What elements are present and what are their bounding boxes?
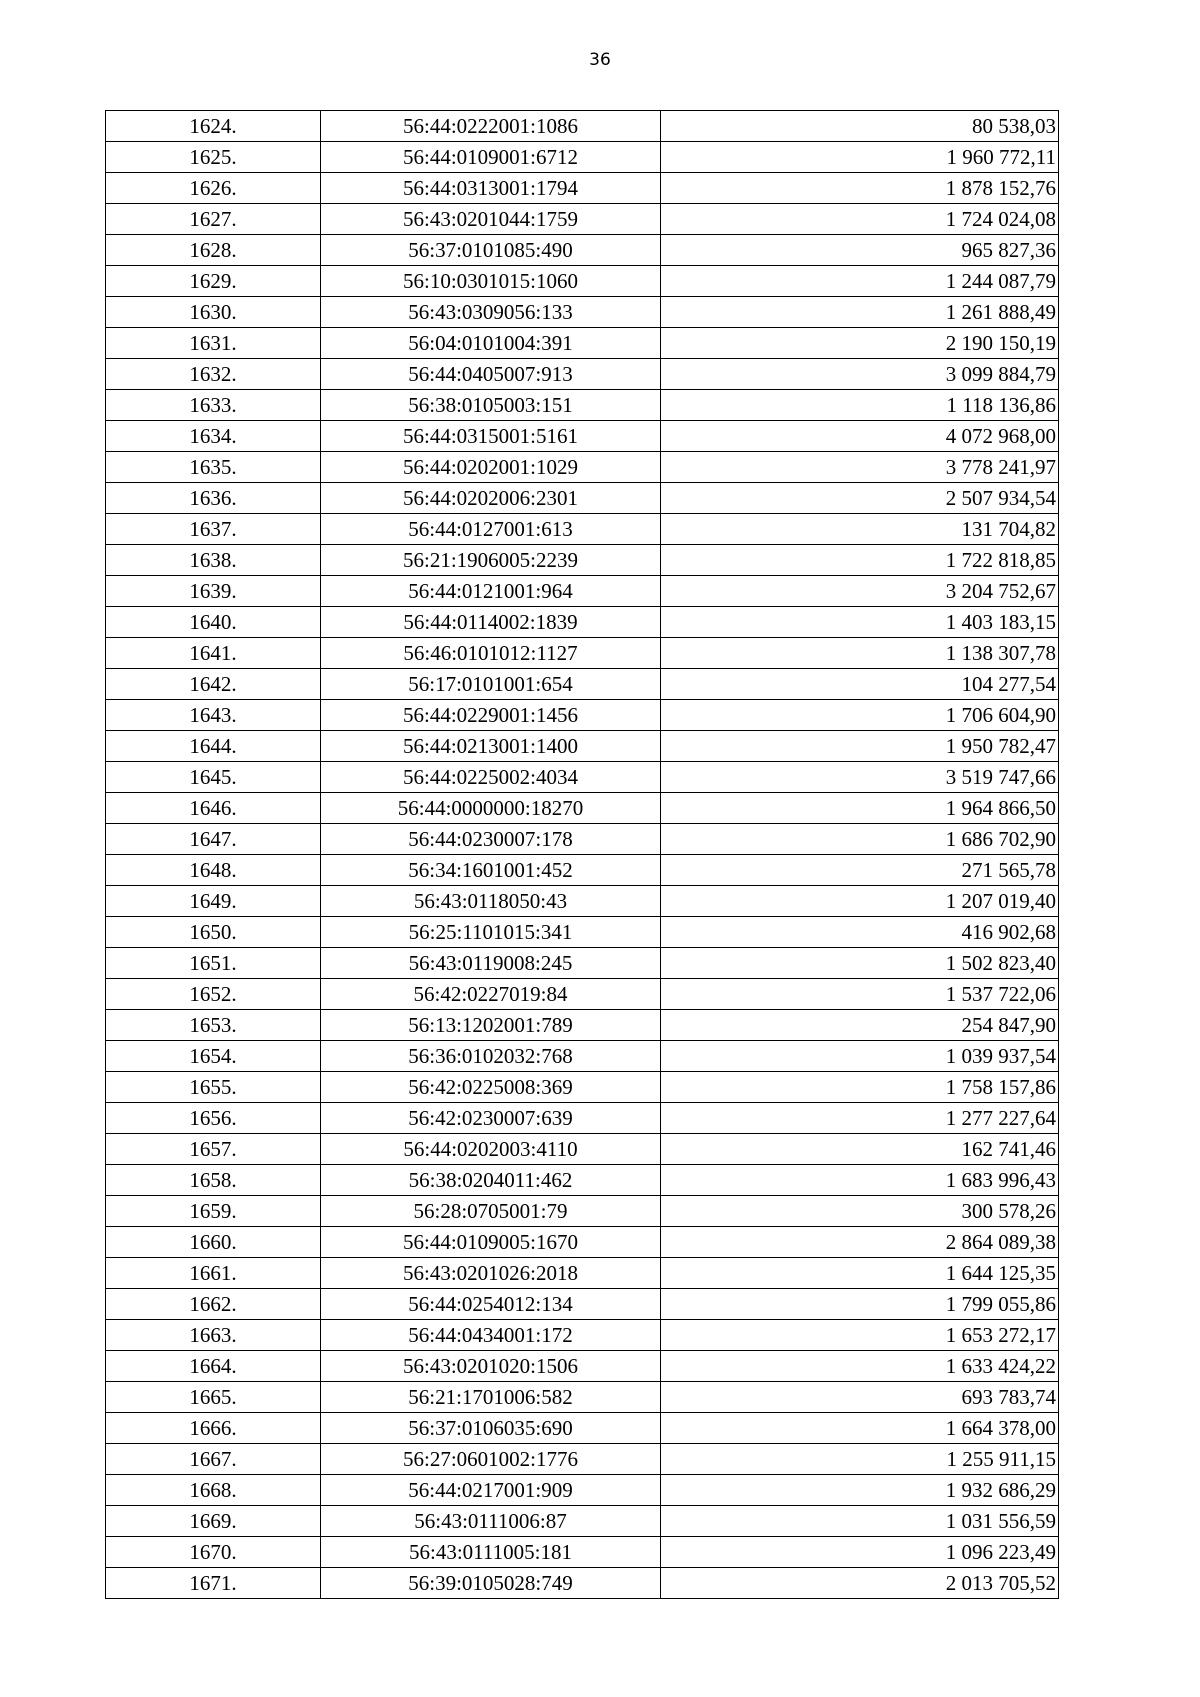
table-row (106, 452, 1059, 483)
cadastral-value-cell: 3 099 884,79 (661, 359, 1059, 390)
table-row (106, 576, 1059, 607)
cadastral-value-cell: 416 902,68 (661, 917, 1059, 948)
row-number-cell: 1640. (106, 607, 321, 638)
cadastral-number-cell: 56:44:0000000:18270 (321, 793, 661, 824)
cadastral-value-cell: 2 013 705,52 (661, 1568, 1059, 1599)
cadastral-number-cell: 56:44:0254012:134 (321, 1289, 661, 1320)
cadastral-value-cell: 1 724 024,08 (661, 204, 1059, 235)
cadastral-number-cell: 56:39:0105028:749 (321, 1568, 661, 1599)
table-row (106, 173, 1059, 204)
table-row (106, 607, 1059, 638)
table-row (106, 638, 1059, 669)
row-number-cell: 1670. (106, 1537, 321, 1568)
row-number-cell: 1635. (106, 452, 321, 483)
cadastral-value-cell: 1 537 722,06 (661, 979, 1059, 1010)
table-row (106, 1320, 1059, 1351)
cadastral-number-cell: 56:44:0202001:1029 (321, 452, 661, 483)
row-number-cell: 1626. (106, 173, 321, 204)
table-row (106, 1413, 1059, 1444)
cadastral-value-cell: 271 565,78 (661, 855, 1059, 886)
cadastral-value-cell: 1 633 424,22 (661, 1351, 1059, 1382)
row-number-cell: 1667. (106, 1444, 321, 1475)
row-number-cell: 1637. (106, 514, 321, 545)
row-number-cell: 1633. (106, 390, 321, 421)
cadastral-number-cell: 56:44:0405007:913 (321, 359, 661, 390)
row-number-cell: 1647. (106, 824, 321, 855)
table-row (106, 111, 1059, 142)
row-number-cell: 1624. (106, 111, 321, 142)
table-row (106, 669, 1059, 700)
row-number-cell: 1671. (106, 1568, 321, 1599)
cadastral-number-cell: 56:04:0101004:391 (321, 328, 661, 359)
table-row (106, 917, 1059, 948)
table-row (106, 390, 1059, 421)
cadastral-number-cell: 56:46:0101012:1127 (321, 638, 661, 669)
cadastral-number-cell: 56:44:0217001:909 (321, 1475, 661, 1506)
cadastral-number-cell: 56:36:0102032:768 (321, 1041, 661, 1072)
table-row (106, 793, 1059, 824)
cadastral-value-cell: 3 204 752,67 (661, 576, 1059, 607)
row-number-cell: 1644. (106, 731, 321, 762)
cadastral-number-cell: 56:13:1202001:789 (321, 1010, 661, 1041)
cadastral-value-cell: 1 244 087,79 (661, 266, 1059, 297)
cadastral-number-cell: 56:43:0201020:1506 (321, 1351, 661, 1382)
table-row (106, 1475, 1059, 1506)
cadastral-value-cell: 1 950 782,47 (661, 731, 1059, 762)
cadastral-number-cell: 56:27:0601002:1776 (321, 1444, 661, 1475)
cadastral-value-cell: 1 207 019,40 (661, 886, 1059, 917)
cadastral-value-cell: 1 255 911,15 (661, 1444, 1059, 1475)
table-row (106, 700, 1059, 731)
cadastral-value-cell: 2 507 934,54 (661, 483, 1059, 514)
cadastral-value-cell: 1 758 157,86 (661, 1072, 1059, 1103)
cadastral-number-cell: 56:43:0119008:245 (321, 948, 661, 979)
cadastral-value-cell: 1 039 937,54 (661, 1041, 1059, 1072)
cadastral-value-cell: 3 778 241,97 (661, 452, 1059, 483)
row-number-cell: 1634. (106, 421, 321, 452)
cadastral-number-cell: 56:28:0705001:79 (321, 1196, 661, 1227)
cadastral-value-cell: 1 644 125,35 (661, 1258, 1059, 1289)
cadastral-number-cell: 56:44:0229001:1456 (321, 700, 661, 731)
row-number-cell: 1666. (106, 1413, 321, 1444)
table-row (106, 1258, 1059, 1289)
cadastral-value-cell: 1 502 823,40 (661, 948, 1059, 979)
page-number: 36 (589, 50, 611, 70)
table-row (106, 204, 1059, 235)
cadastral-value-cell: 300 578,26 (661, 1196, 1059, 1227)
cadastral-number-cell: 56:44:0114002:1839 (321, 607, 661, 638)
row-number-cell: 1638. (106, 545, 321, 576)
cadastral-value-cell: 965 827,36 (661, 235, 1059, 266)
cadastral-value-cell: 1 653 272,17 (661, 1320, 1059, 1351)
table-row (106, 328, 1059, 359)
cadastral-number-cell: 56:38:0204011:462 (321, 1165, 661, 1196)
cadastral-number-cell: 56:44:0313001:1794 (321, 173, 661, 204)
cadastral-value-cell: 104 277,54 (661, 669, 1059, 700)
row-number-cell: 1649. (106, 886, 321, 917)
cadastral-value-cell: 1 799 055,86 (661, 1289, 1059, 1320)
cadastral-number-cell: 56:44:0109005:1670 (321, 1227, 661, 1258)
cadastral-number-cell: 56:44:0202006:2301 (321, 483, 661, 514)
cadastral-number-cell: 56:44:0222001:1086 (321, 111, 661, 142)
row-number-cell: 1669. (106, 1506, 321, 1537)
table-row (106, 1165, 1059, 1196)
row-number-cell: 1655. (106, 1072, 321, 1103)
table-row (106, 1227, 1059, 1258)
table-row (106, 142, 1059, 173)
row-number-cell: 1664. (106, 1351, 321, 1382)
cadastral-value-cell: 4 072 968,00 (661, 421, 1059, 452)
cadastral-value-cell: 1 683 996,43 (661, 1165, 1059, 1196)
row-number-cell: 1657. (106, 1134, 321, 1165)
row-number-cell: 1639. (106, 576, 321, 607)
row-number-cell: 1659. (106, 1196, 321, 1227)
row-number-cell: 1628. (106, 235, 321, 266)
cadastral-number-cell: 56:42:0225008:369 (321, 1072, 661, 1103)
cadastral-number-cell: 56:37:0106035:690 (321, 1413, 661, 1444)
table-row (106, 1568, 1059, 1599)
cadastral-number-cell: 56:43:0118050:43 (321, 886, 661, 917)
row-number-cell: 1665. (106, 1382, 321, 1413)
cadastral-number-cell: 56:17:0101001:654 (321, 669, 661, 700)
table-row (106, 421, 1059, 452)
table-row (106, 979, 1059, 1010)
cadastral-number-cell: 56:21:1701006:582 (321, 1382, 661, 1413)
table-row (106, 1041, 1059, 1072)
row-number-cell: 1643. (106, 700, 321, 731)
table-row (106, 1289, 1059, 1320)
table-row (106, 824, 1059, 855)
table-row (106, 762, 1059, 793)
cadastral-number-cell: 56:44:0121001:964 (321, 576, 661, 607)
table-row (106, 886, 1059, 917)
row-number-cell: 1658. (106, 1165, 321, 1196)
row-number-cell: 1636. (106, 483, 321, 514)
row-number-cell: 1648. (106, 855, 321, 886)
table-row (106, 297, 1059, 328)
cadastral-number-cell: 56:43:0201026:2018 (321, 1258, 661, 1289)
cadastral-number-cell: 56:44:0434001:172 (321, 1320, 661, 1351)
cadastral-value-cell: 693 783,74 (661, 1382, 1059, 1413)
row-number-cell: 1632. (106, 359, 321, 390)
row-number-cell: 1651. (106, 948, 321, 979)
cadastral-value-cell: 1 932 686,29 (661, 1475, 1059, 1506)
table-row (106, 1382, 1059, 1413)
row-number-cell: 1652. (106, 979, 321, 1010)
table-row (106, 1444, 1059, 1475)
cadastral-number-cell: 56:34:1601001:452 (321, 855, 661, 886)
table-row (106, 1103, 1059, 1134)
table-row (106, 359, 1059, 390)
cadastral-value-cell: 254 847,90 (661, 1010, 1059, 1041)
cadastral-value-cell: 3 519 747,66 (661, 762, 1059, 793)
cadastral-number-cell: 56:43:0309056:133 (321, 297, 661, 328)
row-number-cell: 1662. (106, 1289, 321, 1320)
row-number-cell: 1654. (106, 1041, 321, 1072)
row-number-cell: 1661. (106, 1258, 321, 1289)
table-row (106, 1134, 1059, 1165)
cadastral-value-cell: 2 190 150,19 (661, 328, 1059, 359)
cadastral-number-cell: 56:37:0101085:490 (321, 235, 661, 266)
cadastral-value-table (105, 110, 1059, 1599)
row-number-cell: 1631. (106, 328, 321, 359)
cadastral-number-cell: 56:44:0127001:613 (321, 514, 661, 545)
cadastral-number-cell: 56:10:0301015:1060 (321, 266, 661, 297)
row-number-cell: 1641. (106, 638, 321, 669)
cadastral-number-cell: 56:44:0315001:5161 (321, 421, 661, 452)
cadastral-number-cell: 56:42:0230007:639 (321, 1103, 661, 1134)
cadastral-number-cell: 56:44:0230007:178 (321, 824, 661, 855)
table-row (106, 1506, 1059, 1537)
row-number-cell: 1629. (106, 266, 321, 297)
table-row (106, 948, 1059, 979)
cadastral-value-cell: 1 031 556,59 (661, 1506, 1059, 1537)
cadastral-value-cell: 131 704,82 (661, 514, 1059, 545)
row-number-cell: 1668. (106, 1475, 321, 1506)
cadastral-value-cell: 2 864 089,38 (661, 1227, 1059, 1258)
row-number-cell: 1656. (106, 1103, 321, 1134)
table-row (106, 855, 1059, 886)
row-number-cell: 1627. (106, 204, 321, 235)
cadastral-number-cell: 56:44:0202003:4110 (321, 1134, 661, 1165)
cadastral-number-cell: 56:44:0213001:1400 (321, 731, 661, 762)
cadastral-value-cell: 1 878 152,76 (661, 173, 1059, 204)
cadastral-number-cell: 56:43:0111005:181 (321, 1537, 661, 1568)
table-body (106, 111, 1059, 1599)
row-number-cell: 1660. (106, 1227, 321, 1258)
table-row (106, 1537, 1059, 1568)
cadastral-value-cell: 1 686 702,90 (661, 824, 1059, 855)
row-number-cell: 1645. (106, 762, 321, 793)
cadastral-value-cell: 1 960 772,11 (661, 142, 1059, 173)
cadastral-number-cell: 56:43:0201044:1759 (321, 204, 661, 235)
cadastral-value-cell: 80 538,03 (661, 111, 1059, 142)
table-row (106, 514, 1059, 545)
table-row (106, 731, 1059, 762)
cadastral-value-cell: 1 722 818,85 (661, 545, 1059, 576)
cadastral-number-cell: 56:25:1101015:341 (321, 917, 661, 948)
cadastral-number-cell: 56:43:0111006:87 (321, 1506, 661, 1537)
cadastral-value-cell: 1 706 604,90 (661, 700, 1059, 731)
cadastral-number-cell: 56:21:1906005:2239 (321, 545, 661, 576)
table-row (106, 235, 1059, 266)
table-row (106, 1010, 1059, 1041)
cadastral-value-cell: 1 261 888,49 (661, 297, 1059, 328)
cadastral-value-cell: 1 096 223,49 (661, 1537, 1059, 1568)
cadastral-value-cell: 1 664 378,00 (661, 1413, 1059, 1444)
cadastral-number-cell: 56:44:0109001:6712 (321, 142, 661, 173)
row-number-cell: 1650. (106, 917, 321, 948)
table-row (106, 1072, 1059, 1103)
row-number-cell: 1653. (106, 1010, 321, 1041)
cadastral-number-cell: 56:44:0225002:4034 (321, 762, 661, 793)
table-row (106, 483, 1059, 514)
cadastral-number-cell: 56:38:0105003:151 (321, 390, 661, 421)
cadastral-value-cell: 1 964 866,50 (661, 793, 1059, 824)
table-row (106, 1351, 1059, 1382)
row-number-cell: 1630. (106, 297, 321, 328)
cadastral-value-cell: 162 741,46 (661, 1134, 1059, 1165)
table-row (106, 1196, 1059, 1227)
table-row (106, 545, 1059, 576)
cadastral-value-cell: 1 277 227,64 (661, 1103, 1059, 1134)
cadastral-value-cell: 1 138 307,78 (661, 638, 1059, 669)
row-number-cell: 1663. (106, 1320, 321, 1351)
cadastral-value-cell: 1 118 136,86 (661, 390, 1059, 421)
row-number-cell: 1625. (106, 142, 321, 173)
cadastral-number-cell: 56:42:0227019:84 (321, 979, 661, 1010)
row-number-cell: 1642. (106, 669, 321, 700)
row-number-cell: 1646. (106, 793, 321, 824)
cadastral-value-cell: 1 403 183,15 (661, 607, 1059, 638)
table-row (106, 266, 1059, 297)
